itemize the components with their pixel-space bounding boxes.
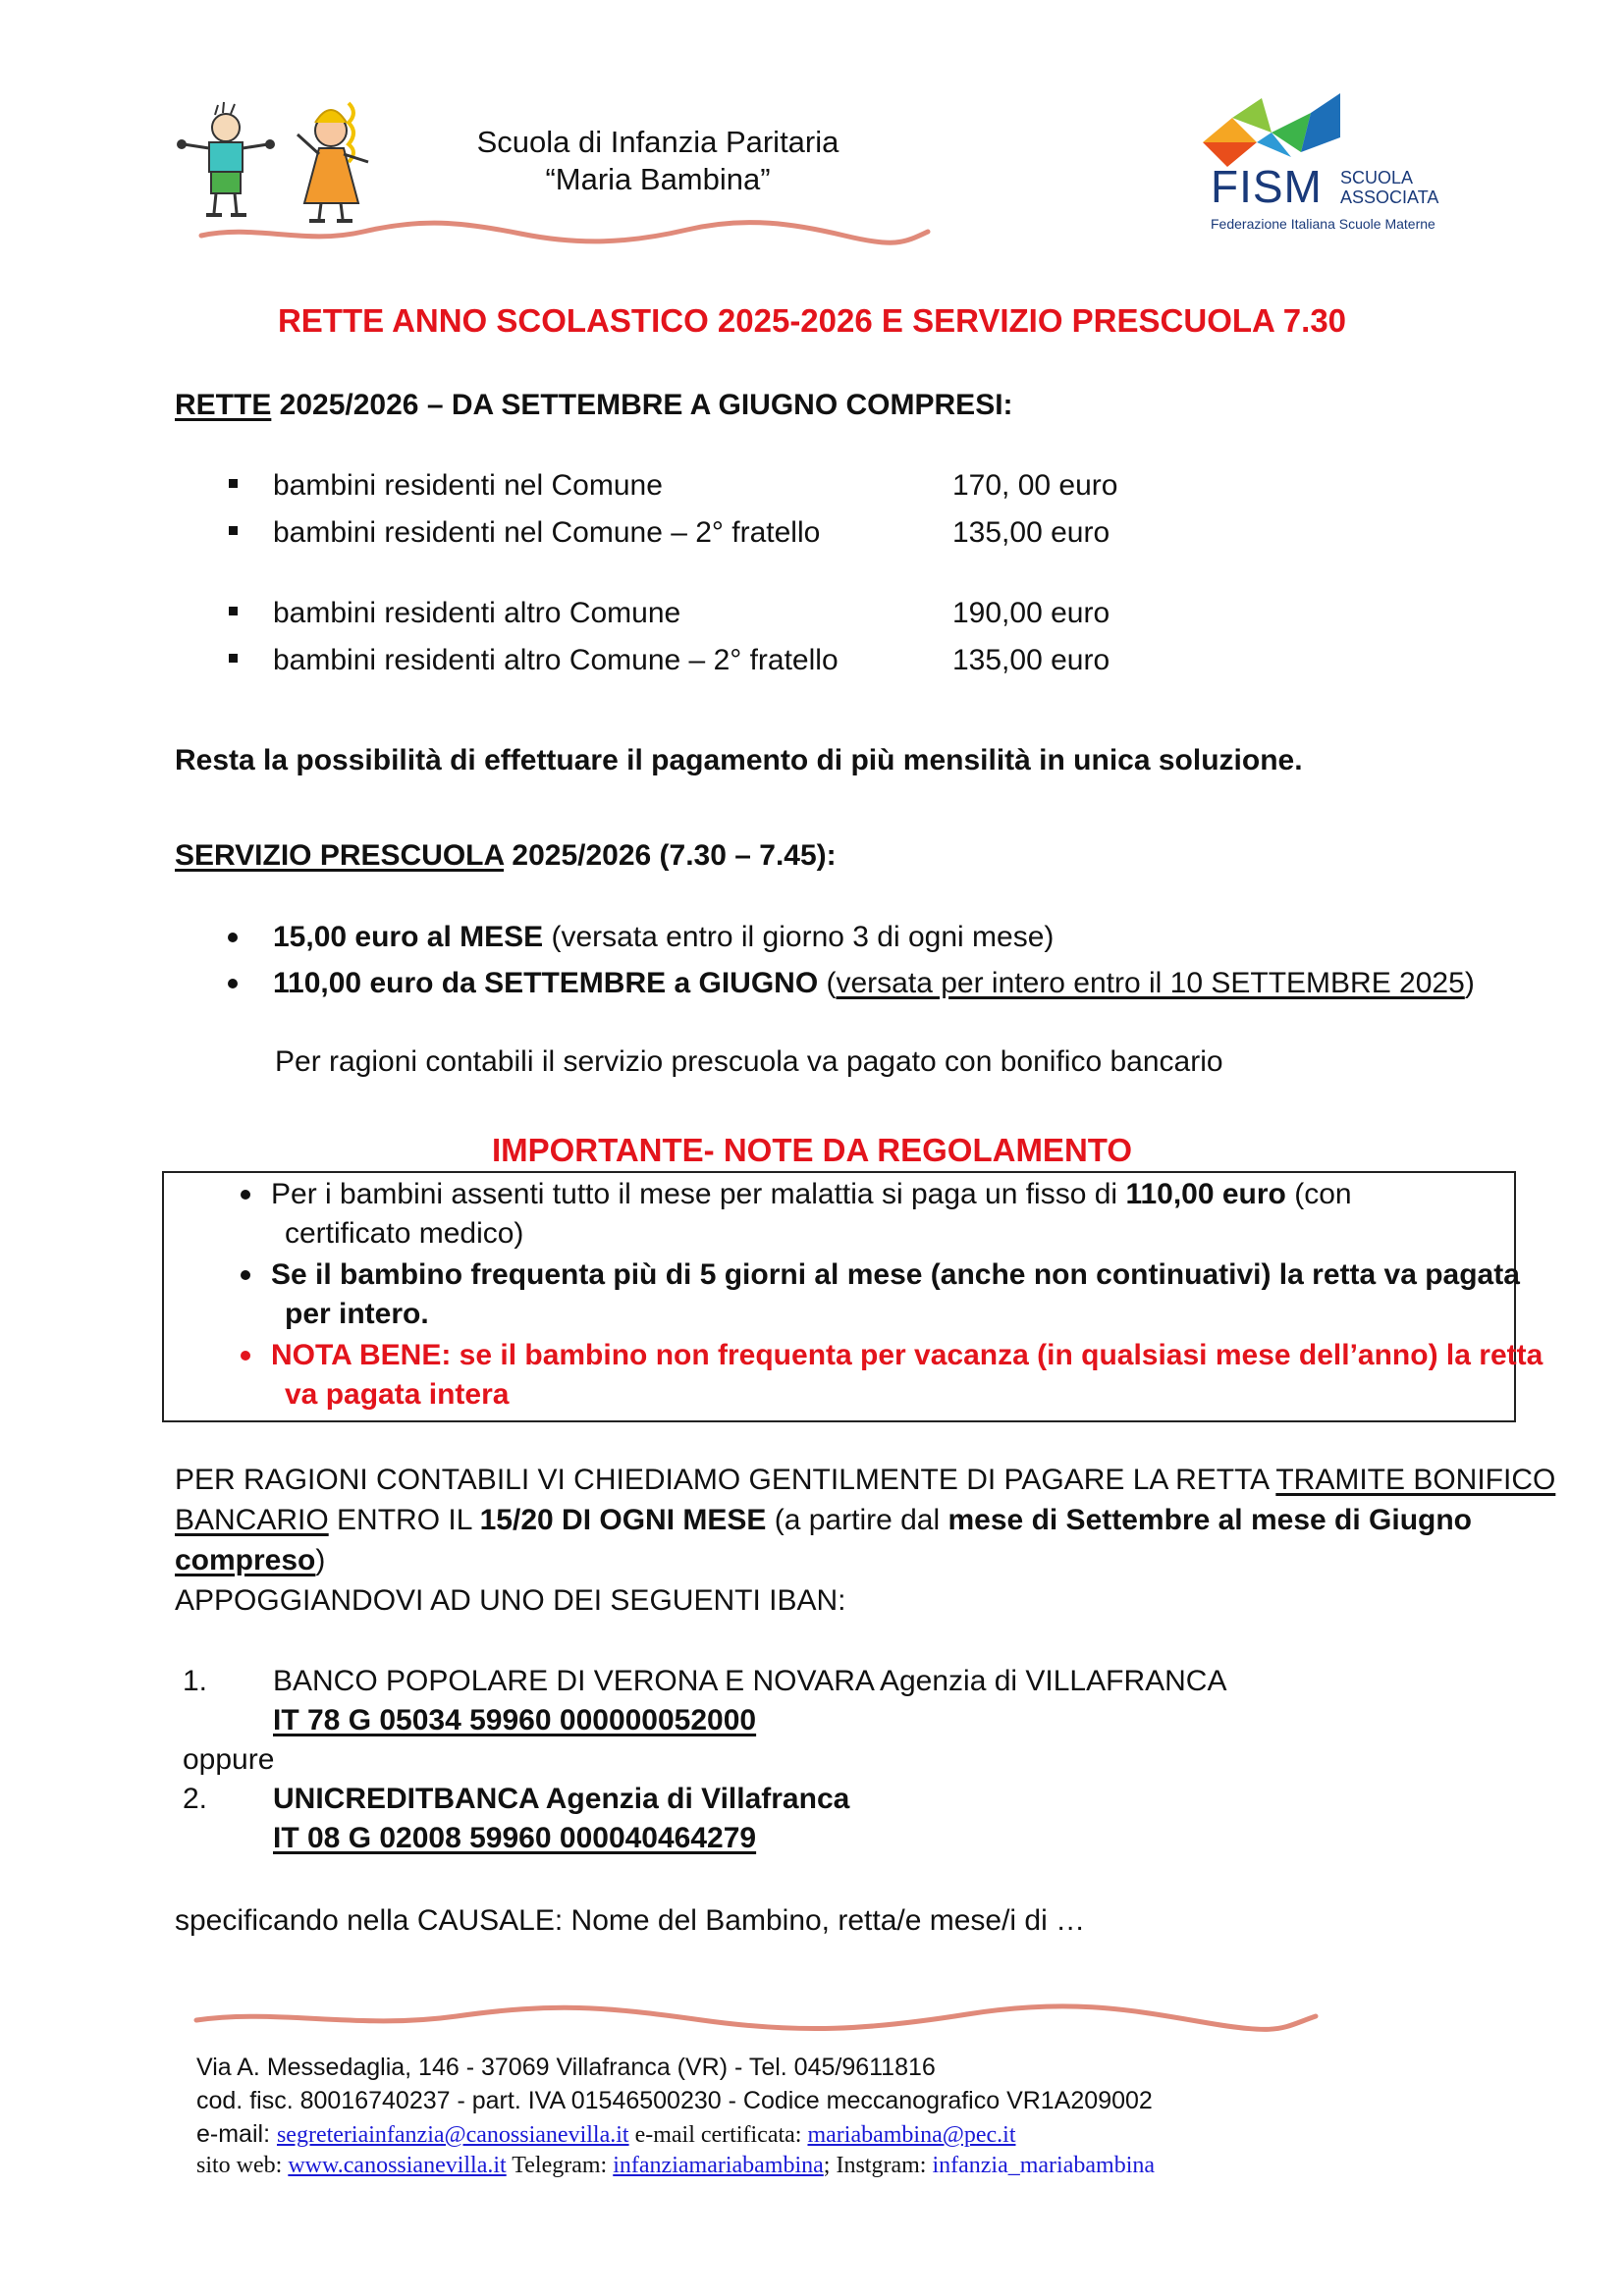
causale-text: specificando nella CAUSALE: Nome del Bambino, retta/e mese/i di … [175,1904,1086,1937]
note-vacation-line2: va pagata intera [285,1378,510,1411]
note-illness-line1 [271,1175,1352,1214]
fism-logo-mark-icon [1203,93,1350,172]
note-illness-amount: 110,00 euro [1125,1178,1286,1210]
footer-web-line [196,2150,1155,2181]
prescuola-item-monthly [273,918,1054,957]
footer-telegram-link[interactable]: infanziamariabambina [613,2153,824,2178]
payment-period: mese di Settembre al mese di Giugno [947,1504,1472,1536]
payment-instructions-line2 [175,1501,1472,1540]
fism-logo [1203,93,1458,240]
footer-email-link[interactable]: segreteriainfanzia@canossianevilla.it [276,2122,629,2148]
footer-web-label: sito web: [196,2153,289,2178]
rette-item-label: bambini residenti altro Comune – 2° fratello [273,644,839,676]
round-bullet-icon [241,1351,250,1361]
footer-pec-link[interactable]: mariabambina@pec.it [807,2122,1016,2148]
prescuola-item-yearly-bold: 110,00 euro da SETTEMBRE a GIUGNO [273,967,819,999]
kids-drawing-logo [172,93,407,226]
footer-web-link[interactable]: www.canossianevilla.it [288,2153,507,2178]
rette-item-label: bambini residenti altro Comune [273,597,681,629]
note-illness-text: Per i bambini assenti tutto il mese per malattia si paga un fisso di [271,1178,1126,1210]
square-bullet-icon [229,526,238,535]
round-bullet-icon [241,1270,250,1280]
payment-period-underlined: compreso [175,1544,316,1576]
bank2-number: 2. [183,1783,208,1815]
page-title: RETTE ANNO SCOLASTICO 2025-2026 E SERVIZIO PRESCUOLA 7.30 [277,302,1347,339]
footer-email-label: e-mail: [196,2120,277,2148]
payment-instructions-line3 [175,1541,325,1580]
round-bullet-icon [241,1190,250,1200]
payment-text: ENTRO IL [328,1504,480,1536]
footer-address: Via A. Messedaglia, 146 - 37069 Villafranca (VR) - Tel. 045/9611816 [196,2054,936,2081]
prescuola-heading-underlined: SERVIZIO PRESCUOLA [175,839,505,872]
school-name-line2: “Maria Bambina” [545,162,771,196]
rette-heading-underlined: RETTE [175,389,272,421]
payment-text: ) [315,1544,326,1576]
note-attendance-line1: Se il bambino frequenta più di 5 giorni al mese (anche non continuativi) la retta va pagata [271,1258,1520,1291]
bank1-name: BANCO POPOLARE DI VERONA E NOVARA Agenzia di VILLAFRANCA [273,1665,1227,1697]
round-bullet-icon [228,933,238,942]
rette-item-price: 135,00 euro [952,644,1110,676]
prescuola-item-yearly-underlined: versata per intero entro il 10 SETTEMBRE 2025 [836,967,1465,999]
oppure-text: oppure [183,1743,275,1776]
prescuola-note: Per ragioni contabili il servizio prescuola va pagato con bonifico bancario [275,1045,1223,1078]
rette-item-price: 135,00 euro [952,516,1110,549]
payment-method-underlined: BANCARIO [175,1504,329,1536]
payment-deadline: 15/20 DI OGNI MESE [479,1504,767,1536]
payment-instructions-line4: APPOGGIANDOVI AD UNO DEI SEGUENTI IBAN: [175,1584,846,1617]
rette-item-label: bambini residenti nel Comune – 2° fratello [273,516,821,549]
school-name-line1: Scuola di Infanzia Paritaria [476,125,839,159]
payment-text: (a partire dal [766,1504,948,1536]
prescuola-item-yearly-open: ( [818,967,837,999]
prescuola-heading-rest: 2025/2026 (7.30 – 7.45): [504,839,837,872]
square-bullet-icon [229,479,238,488]
note-attendance-line2: per intero. [285,1298,429,1330]
rette-item-label: bambini residenti nel Comune [273,469,663,502]
footer-pec-label: e-mail certificata: [628,2122,808,2148]
prescuola-item-monthly-bold: 15,00 euro al MESE [273,921,544,953]
prescuola-item-yearly [273,964,1475,1003]
rette-note: Resta la possibilità di effettuare il pagamento di più mensilità in unica soluzione. [175,744,1303,776]
square-bullet-icon [229,654,238,663]
footer-instagram-handle: infanzia_mariabambina [932,2153,1156,2178]
footer-fiscal: cod. fisc. 80016740237 - part. IVA 01546500230 - Codice meccanografico VR1A209002 [196,2087,1153,2114]
school-name [432,124,884,198]
prescuola-item-monthly-rest: (versata entro il giorno 3 di ogni mese) [543,921,1055,953]
rette-heading [175,386,1013,425]
footer-email-line [196,2118,1015,2151]
payment-method-underlined: TRAMITE BONIFICO [1275,1464,1556,1496]
bank2-name: UNICREDITBANCA Agenzia di Villafranca [273,1783,850,1815]
note-illness-tail: (con [1285,1178,1352,1210]
rette-item-price: 170, 00 euro [952,469,1118,502]
note-illness-line2: certificato medico) [285,1217,524,1250]
prescuola-item-yearly-close: ) [1464,967,1475,999]
payment-instructions-line1 [175,1461,1555,1500]
footer-wave-divider [191,2001,1321,2036]
fism-logo-caption: Federazione Italiana Scuole Materne [1211,216,1435,232]
importante-heading: IMPORTANTE- NOTE DA REGOLAMENTO [491,1132,1133,1168]
rette-heading-rest: 2025/2026 – DA SETTEMBRE A GIUGNO COMPRESI: [271,389,1013,421]
fism-logo-text: FISM [1211,161,1323,212]
footer-instagram-label: ; Instgram: [823,2153,933,2178]
footer-telegram-label: Telegram: [506,2153,614,2178]
note-vacation-line1: NOTA BENE: se il bambino non frequenta per vacanza (in qualsiasi mese dell’anno) la retta [271,1339,1543,1371]
fism-logo-sub1: SCUOLA [1340,168,1414,187]
bank1-number: 1. [183,1665,208,1697]
bank1-iban: IT 78 G 05034 59960 000000052000 [273,1704,757,1736]
payment-text: PER RAGIONI CONTABILI VI CHIEDIAMO GENTILMENTE DI PAGARE LA RETTA [175,1464,1276,1496]
bank2-iban: IT 08 G 02008 59960 000040464279 [273,1822,757,1854]
square-bullet-icon [229,607,238,615]
round-bullet-icon [228,979,238,988]
prescuola-heading [175,836,837,876]
header-wave-divider [196,218,933,247]
rette-item-price: 190,00 euro [952,597,1110,629]
fism-logo-sub2: ASSOCIATA [1340,187,1439,207]
